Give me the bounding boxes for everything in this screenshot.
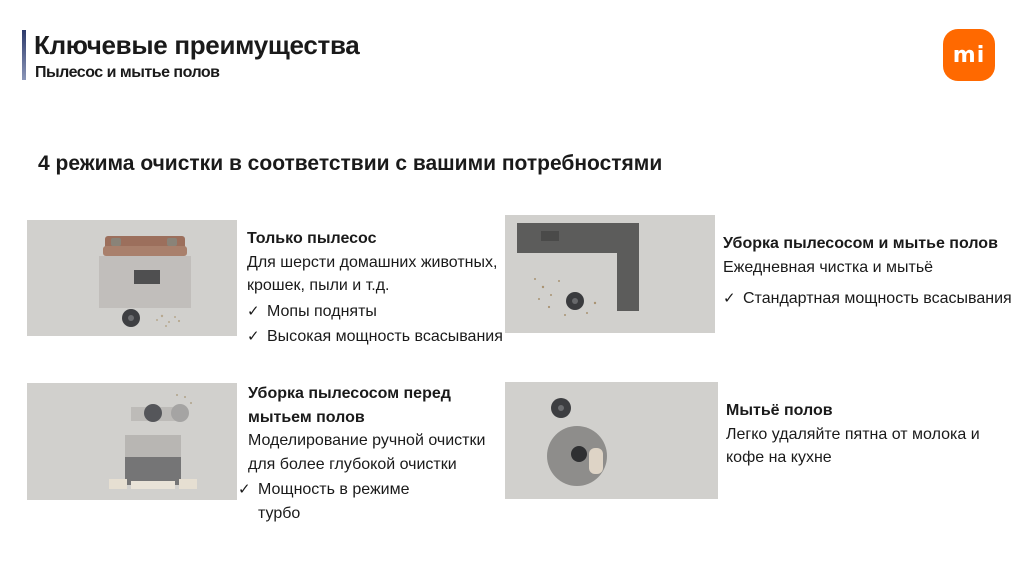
mode-image-mop-only [505, 382, 718, 499]
xiaomi-logo-icon [943, 29, 995, 81]
feature-item [247, 325, 509, 349]
page-subtitle: Пылесос и мытье полов [35, 64, 220, 81]
feature-text: Стандартная мощность всасывания [743, 290, 1012, 307]
mode-title: Только пылесос [247, 230, 377, 247]
accent-bar [22, 30, 26, 80]
feature-text: Высокая мощность всасывания [267, 328, 503, 345]
mode-description: Для шерсти домашних животных, крошек, пыли и т.д. [247, 253, 498, 294]
checkmark-icon: ✓ [247, 327, 260, 345]
mode-image-vacuum-and-mop [505, 215, 715, 333]
logo-text: mi [952, 42, 986, 68]
section-headline: 4 режима очистки в соответствии с вашими потребностями [38, 152, 663, 175]
feature-item [238, 478, 488, 525]
checkmark-icon: ✓ [238, 480, 251, 498]
mode-card-vacuum-and-mop [723, 232, 1019, 311]
mode-description: Моделирование ручной очистки для более глубокой очистки [248, 432, 486, 473]
mode-description: Легко удаляйте пятна от молока и кофе на кухне [726, 425, 980, 466]
mode-title: Мытьё полов [726, 402, 833, 419]
mode-card-mop-only [726, 399, 1006, 470]
feature-item [723, 287, 1019, 311]
mode-title: Уборка пылесосом и мытье полов [723, 235, 998, 252]
checkmark-icon: ✓ [247, 301, 260, 320]
mode-description: Ежедневная чистка и мытьё [723, 258, 934, 276]
feature-text: Мощность в режиме турбо [258, 481, 410, 522]
checkmark-icon: ✓ [723, 289, 736, 307]
feature-item [247, 300, 509, 324]
mode-title: Уборка пылесосом перед мытьем полов [248, 385, 451, 426]
mode-card-vacuum-only [247, 227, 509, 349]
page-title: Ключевые преимущества [34, 30, 360, 60]
mode-card-vacuum-then-mop [238, 382, 488, 525]
mode-image-vacuum-then-mop [27, 383, 237, 500]
feature-text: Мопы подняты [267, 302, 377, 320]
mode-image-vacuum-only [27, 220, 237, 336]
